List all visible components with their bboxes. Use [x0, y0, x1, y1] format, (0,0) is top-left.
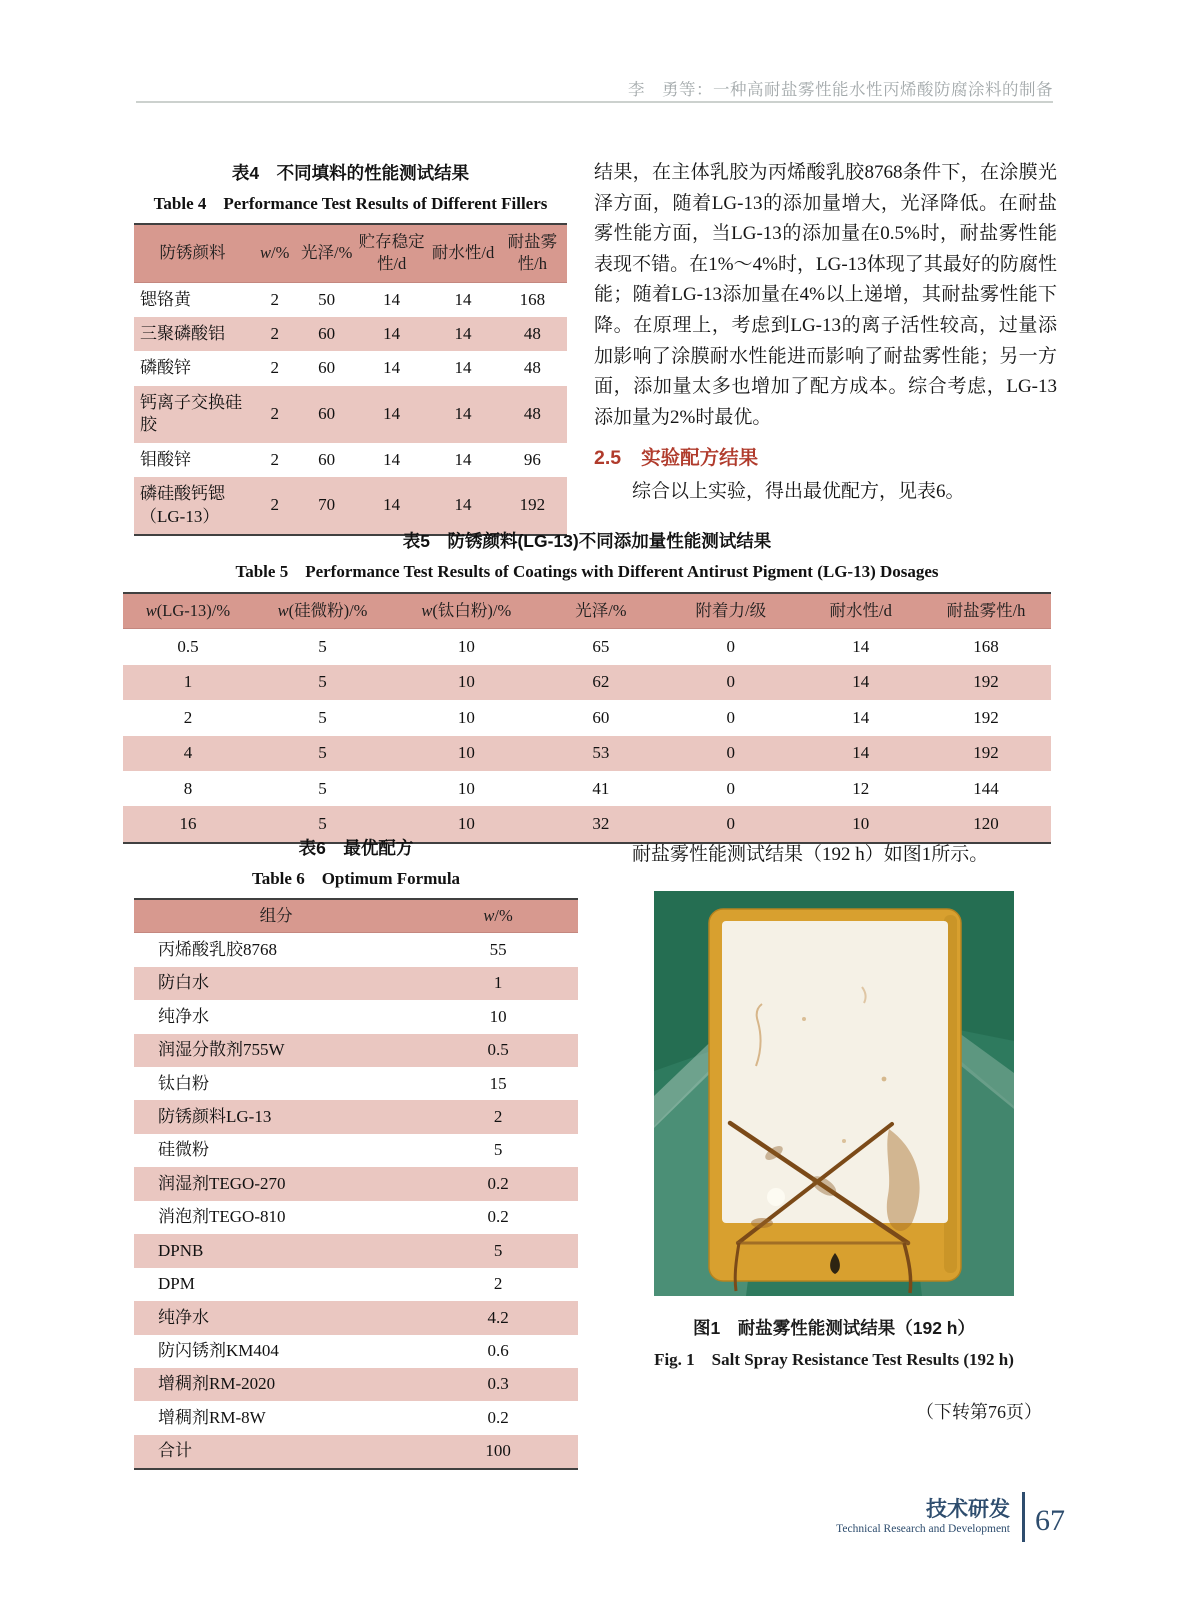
table-cell: 14 [800, 665, 921, 700]
table-cell: 消泡剂TEGO-810 [158, 1207, 286, 1227]
table-cell: 5 [253, 806, 392, 842]
table-cell: 2 [251, 477, 299, 535]
table5-body [123, 629, 1051, 843]
table6-header-cell: w/% [418, 899, 578, 933]
figure1 [654, 891, 1014, 1301]
table-row [134, 386, 567, 443]
results-text-column [594, 158, 1057, 508]
table-cell: 55 [489, 939, 507, 959]
table-cell: 2 [251, 317, 299, 351]
table6-caption-zh: 表6 最优配方 [298, 838, 414, 858]
table-row [134, 933, 578, 967]
table-cell: 0.3 [418, 1368, 578, 1401]
table-cell: 14 [383, 289, 401, 309]
table5-header-cell: w(LG-13)/% [123, 593, 253, 629]
table-cell: 48 [498, 386, 567, 443]
table-cell: 32 [541, 806, 662, 842]
table-cell: 0 [661, 806, 800, 842]
footer-section-en: Technical Research and Development [836, 1522, 1010, 1535]
table-cell: 防闪锈剂KM404 [158, 1341, 279, 1361]
page-number: 67 [1035, 1504, 1065, 1537]
table-row [134, 1268, 578, 1301]
table-cell: 2 [493, 1274, 503, 1294]
table5-header-cell: 耐水性/d [800, 593, 921, 629]
table-row [134, 1000, 578, 1033]
table-row [134, 1435, 578, 1469]
table-row [134, 1335, 578, 1368]
table-cell: 50 [318, 289, 336, 309]
table-row [134, 1067, 578, 1100]
table-cell: 纯净水 [158, 1006, 209, 1026]
table-cell: 14 [428, 317, 497, 351]
table-row [123, 629, 1051, 665]
table5-caption-en: Table 5 Performance Test Results of Coatings with Different Antirust Pigment (LG-13) Dosages [235, 562, 939, 581]
paragraph: 结果，在主体乳胶为丙烯酸乳胶8768条件下，在涂膜光泽方面，随着LG-13的添加量增大，光泽降低。在耐盐雾性能方面，当LG-13的添加量在0.5%时，耐盐雾性能表现不错。在1%～4%时，LG-13体现了其最好的防腐性能；随着LG-13添加量在4%以上递增，其耐盐雾性能下降。在原理上，考虑到LG-13的离子活性较高，过量添加影响了涂膜耐水性能进而影响了耐盐雾性能；另一方面，添加量太多也增加了配方成本。综合考虑，LG-13添加量为2%时最优。 [594, 162, 1057, 428]
table-cell: DPM [158, 1274, 195, 1294]
table-cell: 5 [253, 736, 392, 771]
table4-block [134, 160, 567, 536]
table-cell: 2 [251, 386, 299, 443]
table-row [134, 351, 567, 385]
table-cell: 润湿分散剂755W [134, 1034, 418, 1067]
figure-column [594, 840, 1056, 1424]
table5-header-cell: 光泽/% [541, 593, 662, 629]
table5 [123, 592, 1051, 844]
table6-header-cell: 组分 [134, 899, 418, 933]
table4-header-cell: 耐水性/d [428, 224, 497, 282]
table-cell: 5 [253, 665, 392, 700]
table-cell: 14 [800, 736, 921, 771]
table-cell: 0 [726, 778, 736, 798]
table4-header-cell: 耐盐雾性/h [498, 224, 567, 282]
table-cell: 14 [355, 386, 429, 443]
table-row [123, 736, 1051, 771]
table-cell: 10 [489, 1006, 507, 1026]
table-cell: 2 [418, 1100, 578, 1133]
table-cell: 1 [418, 967, 578, 1000]
table4-header-cell: 光泽/% [299, 224, 355, 282]
table4-header-cell: w/% [251, 224, 299, 282]
table-cell: 192 [973, 707, 999, 727]
table5-header-cell: w(钛白粉)/% [392, 593, 540, 629]
table-cell: DPNB [134, 1234, 418, 1267]
footer-divider [1022, 1492, 1025, 1542]
table-cell: 5 [418, 1234, 578, 1267]
table-cell: 4.2 [418, 1301, 578, 1334]
table-cell: 8 [183, 778, 193, 798]
table5-block [123, 528, 1051, 844]
table-row [134, 282, 567, 317]
salt-spray-test-photo [654, 891, 1014, 1296]
table-cell: 钼酸锌 [140, 449, 191, 469]
table-row [134, 1201, 578, 1234]
table-cell: 60 [318, 358, 336, 378]
table6-block [134, 835, 578, 1470]
table6-body [134, 933, 578, 1470]
table-cell: 12 [852, 778, 870, 798]
table-cell: 0 [661, 736, 800, 771]
table-cell: 14 [383, 449, 401, 469]
table4 [134, 223, 567, 536]
footer-section-zh: 技术研发 [926, 1497, 1010, 1521]
table-cell: 10 [392, 806, 540, 842]
table-cell: 磷酸锌 [140, 358, 191, 378]
table-cell: 48 [523, 358, 541, 378]
table-cell: 14 [852, 707, 870, 727]
table4-header-cell: 贮存稳定性/d [355, 224, 429, 282]
table-cell: 0.2 [487, 1407, 509, 1427]
table-cell: 48 [498, 317, 567, 351]
table-row [134, 1167, 578, 1200]
table-cell: 70 [299, 477, 355, 535]
table5-caption-zh: 表5 防锈颜料(LG-13)不同添加量性能测试结果 [402, 531, 772, 551]
table-cell: 65 [592, 636, 610, 656]
table-cell: 硅微粉 [158, 1140, 209, 1160]
table-cell: 14 [852, 636, 870, 656]
table-cell: 0.6 [487, 1341, 509, 1361]
table-cell: 增稠剂RM-2020 [134, 1368, 418, 1401]
table-cell: 60 [299, 386, 355, 443]
table4-body [134, 282, 567, 535]
table-cell: 168 [519, 289, 546, 309]
table-cell: 0 [661, 665, 800, 700]
table4-header-row [134, 224, 567, 282]
table-cell: 192 [921, 736, 1051, 771]
table-cell: 防锈颜料LG-13 [134, 1100, 418, 1133]
table-cell: 14 [454, 358, 472, 378]
table-cell: 14 [454, 449, 472, 469]
table-cell: 15 [489, 1073, 507, 1093]
table-row [123, 665, 1051, 700]
table-row [134, 443, 567, 477]
table-cell: 14 [355, 477, 429, 535]
table-cell: 53 [541, 736, 662, 771]
figure1-caption-en: Fig. 1 Salt Spray Resistance Test Results (192 h) [654, 1349, 1014, 1369]
table-cell: 192 [921, 665, 1051, 700]
table-row [134, 1368, 578, 1401]
table-cell: 0 [726, 707, 736, 727]
table-cell: 100 [418, 1435, 578, 1469]
table-cell: 5 [318, 778, 327, 798]
table-cell: 14 [454, 289, 472, 309]
section-number: 2.5 [594, 447, 622, 470]
table-row [134, 1401, 578, 1434]
table-row [134, 967, 578, 1000]
table-cell: 192 [498, 477, 567, 535]
table4-caption-en: Table 4 Performance Test Results of Different Fillers [153, 194, 548, 213]
table-cell: 防白水 [134, 967, 418, 1000]
table-cell: 2 [270, 449, 279, 469]
table-cell: 钛白粉 [158, 1073, 209, 1093]
table-cell: 2 [270, 358, 279, 378]
table-cell: 合计 [134, 1435, 418, 1469]
figure-intro: 耐盐雾性能测试结果（192 h）如图1所示。 [632, 844, 989, 865]
table-cell: 4 [123, 736, 253, 771]
table-cell: 1 [123, 665, 253, 700]
table-row [134, 1134, 578, 1167]
table-cell: 96 [523, 449, 541, 469]
table-cell: 10 [457, 707, 475, 727]
table-row [134, 1100, 578, 1133]
table-cell: 增稠剂RM-8W [158, 1407, 266, 1427]
table-cell: 60 [318, 449, 336, 469]
table-cell: 2 [183, 707, 193, 727]
table-cell: 60 [592, 707, 610, 727]
table-cell: 5 [493, 1140, 503, 1160]
table5-header-cell: 附着力/级 [661, 593, 800, 629]
table-cell: 16 [123, 806, 253, 842]
header-rule [136, 101, 1053, 103]
table-cell: 168 [973, 636, 999, 656]
table-cell: 0.2 [418, 1167, 578, 1200]
table-cell: 润湿剂TEGO-270 [134, 1167, 418, 1200]
table-row [134, 477, 567, 535]
table5-header-cell: w(硅微粉)/% [253, 593, 392, 629]
table-cell: 10 [457, 778, 475, 798]
table-cell: 10 [392, 665, 540, 700]
section-title: 实验配方结果 [641, 447, 759, 470]
table-cell: 14 [428, 386, 497, 443]
footer-section [836, 1498, 1010, 1537]
table-cell: 5 [318, 636, 327, 656]
table-cell: 41 [592, 778, 610, 798]
table-cell: 144 [973, 778, 999, 798]
section-heading [594, 442, 1057, 470]
table-cell: 120 [921, 806, 1051, 842]
table6 [134, 898, 578, 1470]
table-cell: 10 [392, 736, 540, 771]
table-cell: 丙烯酸乳胶8768 [158, 939, 277, 959]
table-cell: 14 [383, 358, 401, 378]
table-row [134, 1301, 578, 1334]
table-cell: 锶铬黄 [140, 289, 191, 309]
table4-header-cell: 防锈颜料 [134, 224, 251, 282]
table-cell: 0.5 [177, 636, 199, 656]
table5-header-row [123, 593, 1051, 629]
table6-caption-en: Table 6 Optimum Formula [251, 869, 461, 888]
table-row [123, 771, 1051, 806]
table-cell: 0.2 [487, 1207, 509, 1227]
table6-header-row [134, 899, 578, 933]
table-cell: 三聚磷酸铝 [134, 317, 251, 351]
table-cell: 10 [800, 806, 921, 842]
table-cell: 磷硅酸钙锶（LG-13） [134, 477, 251, 535]
paragraph: 综合以上实验，得出最优配方，见表6。 [632, 481, 965, 503]
table-row [134, 317, 567, 351]
figure1-caption-zh: 图1 耐盐雾性能测试结果（192 h） [693, 1317, 975, 1338]
continuation-note: （下转第76页） [916, 1401, 1042, 1422]
table-cell: 5 [318, 707, 327, 727]
table5-header-cell: 耐盐雾性/h [921, 593, 1051, 629]
table-cell: 14 [355, 317, 429, 351]
table-row [134, 1234, 578, 1267]
table-cell: 0 [726, 636, 736, 656]
table-cell: 10 [457, 636, 475, 656]
running-head: 李 勇等：一种高耐盐雾性能水性丙烯酸防腐涂料的制备 [628, 81, 1053, 99]
table-cell: 纯净水 [134, 1301, 418, 1334]
table-cell: 钙离子交换硅胶 [134, 386, 251, 443]
table-cell: 0.5 [418, 1034, 578, 1067]
table4-caption-zh: 表4 不同填料的性能测试结果 [231, 163, 470, 183]
table-cell: 62 [541, 665, 662, 700]
table-cell: 2 [270, 289, 279, 309]
table-row [134, 1034, 578, 1067]
table-row [123, 700, 1051, 735]
page-footer [836, 1492, 1065, 1542]
table-cell: 14 [428, 477, 497, 535]
table-cell: 60 [299, 317, 355, 351]
